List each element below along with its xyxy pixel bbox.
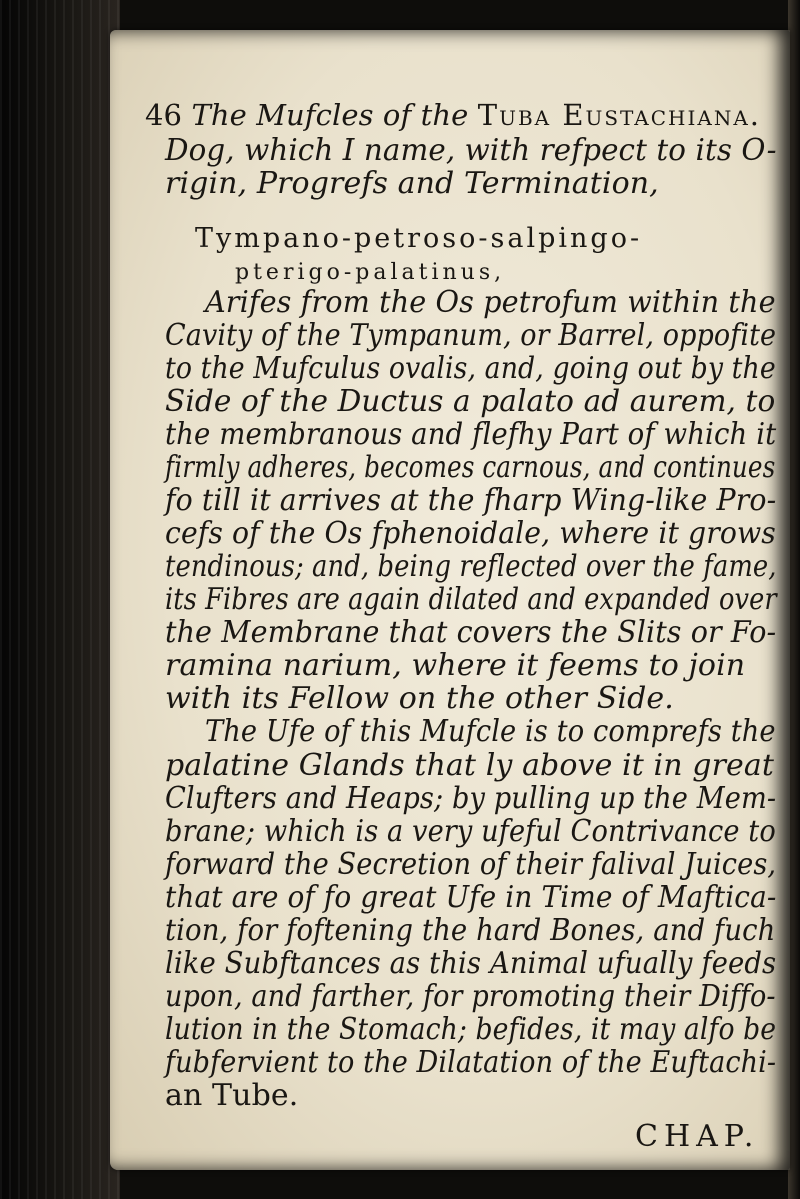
intro-line: Dog, which I name, with refpect to its O-	[165, 133, 777, 169]
muscle-name-line1: Tympano-petroso-salpingo-	[195, 222, 643, 254]
running-header	[145, 95, 761, 135]
body-line: Clufters and Heaps; by pulling up the Mem-	[165, 780, 777, 816]
book-gutter	[0, 0, 120, 1199]
body-line: firmly adheres, becomes carnous, and continues	[165, 450, 776, 486]
body-line: lution in the Stomach; befides, it may alfo be	[165, 1011, 777, 1047]
body-line: that are of fo great Ufe in Time of Maftica-	[165, 879, 777, 915]
body-line: upon, and farther, for promoting their Diffo-	[165, 978, 776, 1014]
body-line: the Membrane that covers the Slits or Fo-	[165, 615, 777, 651]
body-line: The Ufe of this Mufcle is to comprefs the	[205, 714, 776, 750]
body-line: ramina narium, where it feems to join	[165, 648, 746, 684]
body-line: cefs of the Os fphenoidale, where it grows	[165, 516, 776, 552]
running-title-caps: Tuba Eustachiana.	[477, 98, 761, 132]
body-line: Cavity of the Tympanum, or Barrel, oppofite	[165, 318, 777, 354]
intro-line: rigin, Progrefs and Termination,	[165, 166, 659, 202]
muscle-name-line2: pterigo-palatinus,	[235, 260, 506, 286]
body-line: to the Mufculus ovalis, and, going out by the	[165, 351, 776, 387]
body-line: brane; which is a very ufeful Contrivance to	[165, 813, 776, 849]
body-line: fo till it arrives at the fharp Wing-like Pro-	[165, 483, 777, 519]
page-number: 46	[145, 98, 183, 132]
running-title: The Mufcles of the	[191, 98, 469, 132]
body-line: Arifes from the Os petrofum within the	[205, 285, 776, 321]
body-line: forward the Secretion of their falival Juices,	[165, 846, 777, 882]
body-line: tion, for foftening the hard Bones, and fuch	[165, 912, 776, 948]
body-line: fubfervient to the Dilatation of the Euftachi-	[165, 1044, 777, 1080]
body-line: tendinous; and, being reflected over the fame,	[165, 549, 777, 585]
body-line: palatine Glands that ly above it in great	[165, 747, 775, 783]
body-line: Side of the Ductus a palato ad aurem, to	[165, 384, 776, 420]
body-line: like Subftances as this Animal ufually feeds	[165, 945, 777, 981]
body-line: its Fibres are again dilated and expanded over	[165, 582, 777, 618]
body-line: an Tube.	[165, 1077, 299, 1113]
body-line: with its Fellow on the other Side.	[165, 681, 674, 717]
book-page	[110, 30, 790, 1170]
catchword: CHAP.	[635, 1118, 760, 1154]
body-line: the membranous and flefhy Part of which it	[165, 417, 777, 453]
